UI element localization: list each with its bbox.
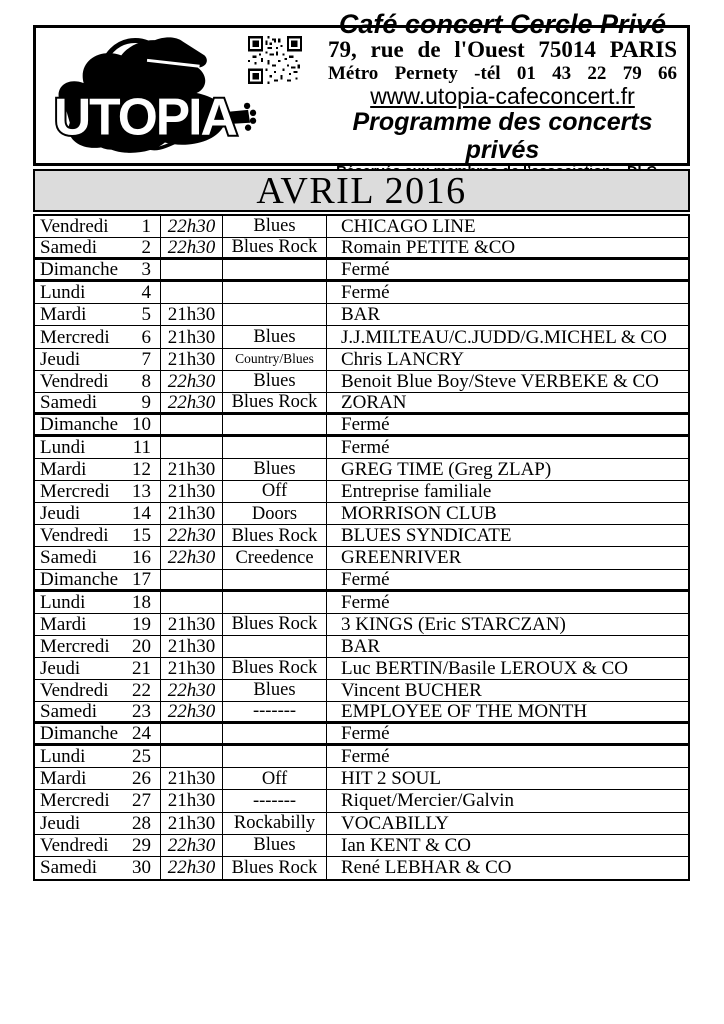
day-number: 3	[141, 259, 151, 281]
day-name: Mercredi	[40, 635, 110, 657]
genre-cell: Blues	[223, 326, 327, 347]
schedule-row	[35, 326, 688, 348]
schedule-row	[35, 746, 688, 768]
day-cell	[35, 326, 161, 347]
time-cell: 22h30	[161, 525, 223, 546]
day-number: 10	[132, 413, 151, 435]
day-number: 25	[132, 746, 151, 768]
genre-cell: Blues Rock	[223, 238, 327, 257]
day-cell	[35, 592, 161, 613]
day-cell	[35, 393, 161, 412]
artist-cell: CHICAGO LINE	[341, 216, 476, 238]
day-name: Vendredi	[40, 370, 109, 392]
genre-cell: Blues	[223, 835, 327, 856]
artist-cell: Fermé	[341, 413, 390, 435]
day-name: Vendredi	[40, 525, 109, 547]
time-cell	[161, 724, 223, 743]
time-cell: 21h30	[161, 481, 223, 502]
artist-cell: René LEBHAR & CO	[341, 857, 512, 879]
schedule-row	[35, 835, 688, 857]
genre-cell: Blues Rock	[223, 658, 327, 679]
day-cell	[35, 371, 161, 392]
time-cell: 22h30	[161, 857, 223, 879]
day-name: Samedi	[40, 857, 97, 879]
day-cell	[35, 525, 161, 546]
time-cell: 21h30	[161, 813, 223, 834]
logo-wordmark: UTOPIA	[53, 87, 236, 146]
artist-cell: Fermé	[341, 591, 390, 613]
day-number: 4	[141, 282, 151, 304]
genre-cell	[223, 437, 327, 458]
genre-cell	[223, 592, 327, 613]
time-cell	[161, 282, 223, 303]
day-cell	[35, 260, 161, 279]
genre-cell: Blues	[223, 459, 327, 480]
day-cell	[35, 481, 161, 502]
day-name: Vendredi	[40, 680, 109, 702]
day-number: 21	[132, 657, 151, 679]
artist-cell: 3 KINGS (Eric STARCZAN)	[341, 613, 566, 635]
day-number: 17	[132, 568, 151, 590]
day-number: 11	[132, 436, 151, 458]
schedule-row	[35, 525, 688, 547]
artist-cell: Riquet/Mercier/Galvin	[341, 790, 515, 812]
schedule-row	[35, 658, 688, 680]
genre-cell: Off	[223, 481, 327, 502]
day-cell	[35, 349, 161, 370]
venue-title: Café concert Cercle Privé	[338, 9, 667, 40]
schedule-row	[35, 459, 688, 481]
schedule-row	[35, 592, 688, 614]
schedule-row	[35, 304, 688, 326]
day-name: Mercredi	[40, 790, 110, 812]
day-name: Mercredi	[40, 326, 110, 348]
day-cell	[35, 415, 161, 434]
genre-cell: Blues Rock	[223, 525, 327, 546]
time-cell: 21h30	[161, 349, 223, 370]
artist-cell: Benoit Blue Boy/Steve VERBEKE & CO	[341, 370, 659, 392]
schedule-row	[35, 415, 688, 437]
day-cell	[35, 790, 161, 811]
genre-cell: Doors	[223, 503, 327, 524]
time-cell: 21h30	[161, 459, 223, 480]
day-name: Mardi	[40, 459, 87, 481]
genre-cell: -------	[223, 790, 327, 811]
day-cell	[35, 503, 161, 524]
time-cell: 21h30	[161, 636, 223, 657]
day-name: Vendredi	[40, 834, 109, 856]
day-number: 14	[132, 503, 151, 525]
time-cell: 22h30	[161, 371, 223, 392]
day-name: Samedi	[40, 237, 97, 259]
genre-cell	[223, 415, 327, 434]
day-cell	[35, 238, 161, 257]
artist-cell: J.J.MILTEAU/C.JUDD/G.MICHEL & CO	[341, 326, 667, 348]
genre-cell: Off	[223, 768, 327, 789]
artist-cell: Ian KENT & CO	[341, 834, 471, 856]
genre-cell: Creedence	[223, 547, 327, 568]
artist-cell: BAR	[341, 635, 381, 657]
day-name: Jeudi	[40, 503, 81, 525]
day-name: Samedi	[40, 391, 97, 413]
day-cell	[35, 702, 161, 721]
website-link[interactable]: www.utopia-cafeconcert.fr	[370, 82, 635, 109]
artist-cell: Fermé	[341, 282, 390, 304]
schedule-row	[35, 282, 688, 304]
day-number: 26	[132, 768, 151, 790]
day-name: Dimanche	[40, 568, 119, 590]
day-name: Vendredi	[40, 216, 109, 238]
time-cell: 22h30	[161, 216, 223, 237]
month-title-bar	[33, 169, 690, 212]
artist-cell: Fermé	[341, 723, 390, 745]
utopia-guitarist-logo	[48, 31, 256, 159]
artist-cell: Fermé	[341, 568, 390, 590]
header-text-block	[328, 9, 687, 164]
day-name: Jeudi	[40, 812, 81, 834]
artist-cell: VOCABILLY	[341, 812, 449, 834]
time-cell: 22h30	[161, 238, 223, 257]
artist-cell: Romain PETITE &CO	[341, 237, 516, 259]
day-name: Samedi	[40, 547, 97, 569]
schedule-row	[35, 680, 688, 702]
schedule-row	[35, 813, 688, 835]
schedule-row	[35, 349, 688, 371]
day-number: 27	[132, 790, 151, 812]
schedule-row	[35, 393, 688, 415]
time-cell: 21h30	[161, 790, 223, 811]
time-cell: 22h30	[161, 680, 223, 701]
day-name: Dimanche	[40, 413, 119, 435]
genre-cell	[223, 724, 327, 743]
genre-cell	[223, 570, 327, 589]
artist-cell: ZORAN	[341, 391, 407, 413]
header-box	[33, 9, 690, 166]
day-number: 19	[132, 613, 151, 635]
day-cell	[35, 835, 161, 856]
day-name: Jeudi	[40, 657, 81, 679]
day-name: Mardi	[40, 304, 87, 326]
day-name: Mardi	[40, 613, 87, 635]
day-number: 16	[132, 547, 151, 569]
day-cell	[35, 304, 161, 325]
day-name: Jeudi	[40, 348, 81, 370]
day-cell	[35, 768, 161, 789]
schedule-row	[35, 260, 688, 282]
day-cell	[35, 658, 161, 679]
schedule-table	[33, 214, 690, 881]
genre-cell: Blues Rock	[223, 393, 327, 412]
time-cell: 22h30	[161, 702, 223, 721]
schedule-row	[35, 503, 688, 525]
day-number: 24	[132, 723, 151, 745]
day-cell	[35, 547, 161, 568]
time-cell: 21h30	[161, 614, 223, 635]
genre-cell	[223, 304, 327, 325]
day-number: 9	[141, 391, 151, 413]
artist-cell: Vincent BUCHER	[341, 680, 482, 702]
day-cell	[35, 724, 161, 743]
time-cell: 21h30	[161, 658, 223, 679]
day-cell	[35, 570, 161, 589]
genre-cell: Blues	[223, 371, 327, 392]
day-number: 15	[132, 525, 151, 547]
artist-cell: Fermé	[341, 746, 390, 768]
artist-cell: BAR	[341, 304, 381, 326]
month-title: AVRIL 2016	[256, 169, 467, 212]
venue-address: 79, rue de l'Ouest 75014 PARIS	[328, 37, 677, 63]
day-cell	[35, 680, 161, 701]
day-cell	[35, 614, 161, 635]
genre-cell: -------	[223, 702, 327, 721]
day-cell	[35, 746, 161, 767]
day-number: 28	[132, 812, 151, 834]
schedule-row	[35, 481, 688, 503]
artist-cell: Luc BERTIN/Basile LEROUX & CO	[341, 657, 628, 679]
time-cell: 21h30	[161, 503, 223, 524]
day-name: Mercredi	[40, 481, 110, 503]
qr-code-icon	[248, 36, 302, 84]
time-cell: 22h30	[161, 835, 223, 856]
schedule-row	[35, 768, 688, 790]
genre-cell: Country/Blues	[223, 349, 327, 370]
day-number: 23	[132, 701, 151, 723]
day-number: 29	[132, 834, 151, 856]
day-number: 20	[132, 635, 151, 657]
artist-cell: Fermé	[341, 436, 390, 458]
genre-cell: Blues Rock	[223, 857, 327, 879]
logo-area	[36, 28, 328, 163]
artist-cell: Chris LANCRY	[341, 348, 464, 370]
time-cell	[161, 260, 223, 279]
artist-cell: MORRISON CLUB	[341, 503, 497, 525]
time-cell	[161, 570, 223, 589]
day-name: Mardi	[40, 768, 87, 790]
day-number: 8	[141, 370, 151, 392]
schedule-row	[35, 614, 688, 636]
day-number: 6	[141, 326, 151, 348]
day-cell	[35, 636, 161, 657]
day-name: Lundi	[40, 591, 86, 613]
genre-cell: Blues	[223, 216, 327, 237]
schedule-row	[35, 238, 688, 260]
day-cell	[35, 437, 161, 458]
time-cell: 22h30	[161, 547, 223, 568]
schedule-row	[35, 790, 688, 812]
day-cell	[35, 282, 161, 303]
schedule-row	[35, 437, 688, 459]
day-name: Samedi	[40, 701, 97, 723]
time-cell: 21h30	[161, 326, 223, 347]
day-name: Lundi	[40, 746, 86, 768]
day-name: Dimanche	[40, 723, 119, 745]
time-cell	[161, 415, 223, 434]
day-cell	[35, 216, 161, 237]
time-cell: 21h30	[161, 768, 223, 789]
venue-metro-phone: Métro Pernety -tél 01 43 22 79 66	[328, 62, 677, 84]
artist-cell: GREG TIME (Greg ZLAP)	[341, 459, 552, 481]
day-cell	[35, 857, 161, 879]
day-cell	[35, 459, 161, 480]
genre-cell: Blues	[223, 680, 327, 701]
time-cell	[161, 437, 223, 458]
artist-cell: EMPLOYEE OF THE MONTH	[341, 701, 588, 723]
day-number: 7	[141, 348, 151, 370]
day-cell	[35, 813, 161, 834]
genre-cell: Rockabilly	[223, 813, 327, 834]
time-cell: 21h30	[161, 304, 223, 325]
day-name: Lundi	[40, 282, 86, 304]
time-cell	[161, 746, 223, 767]
schedule-row	[35, 702, 688, 724]
schedule-row	[35, 547, 688, 569]
artist-cell: Entreprise familiale	[341, 481, 492, 503]
day-number: 18	[132, 591, 151, 613]
day-name: Dimanche	[40, 259, 119, 281]
artist-cell: GREENRIVER	[341, 547, 462, 569]
day-number: 30	[132, 857, 151, 879]
day-number: 2	[141, 237, 151, 259]
time-cell	[161, 592, 223, 613]
schedule-row	[35, 857, 688, 879]
genre-cell	[223, 636, 327, 657]
schedule-row	[35, 216, 688, 238]
day-name: Lundi	[40, 436, 86, 458]
time-cell: 22h30	[161, 393, 223, 412]
artist-cell: HIT 2 SOUL	[341, 768, 441, 790]
artist-cell: Fermé	[341, 259, 390, 281]
genre-cell	[223, 282, 327, 303]
day-number: 13	[132, 481, 151, 503]
schedule-row	[35, 570, 688, 592]
program-subtitle: Programme des concerts privés	[352, 108, 653, 164]
schedule-row	[35, 371, 688, 393]
artist-cell: BLUES SYNDICATE	[341, 525, 512, 547]
genre-cell	[223, 260, 327, 279]
day-number: 5	[141, 304, 151, 326]
schedule-row	[35, 636, 688, 658]
day-number: 12	[132, 459, 151, 481]
day-number: 1	[141, 216, 151, 238]
schedule-row	[35, 724, 688, 746]
genre-cell: Blues Rock	[223, 614, 327, 635]
day-number: 22	[132, 680, 151, 702]
genre-cell	[223, 746, 327, 767]
